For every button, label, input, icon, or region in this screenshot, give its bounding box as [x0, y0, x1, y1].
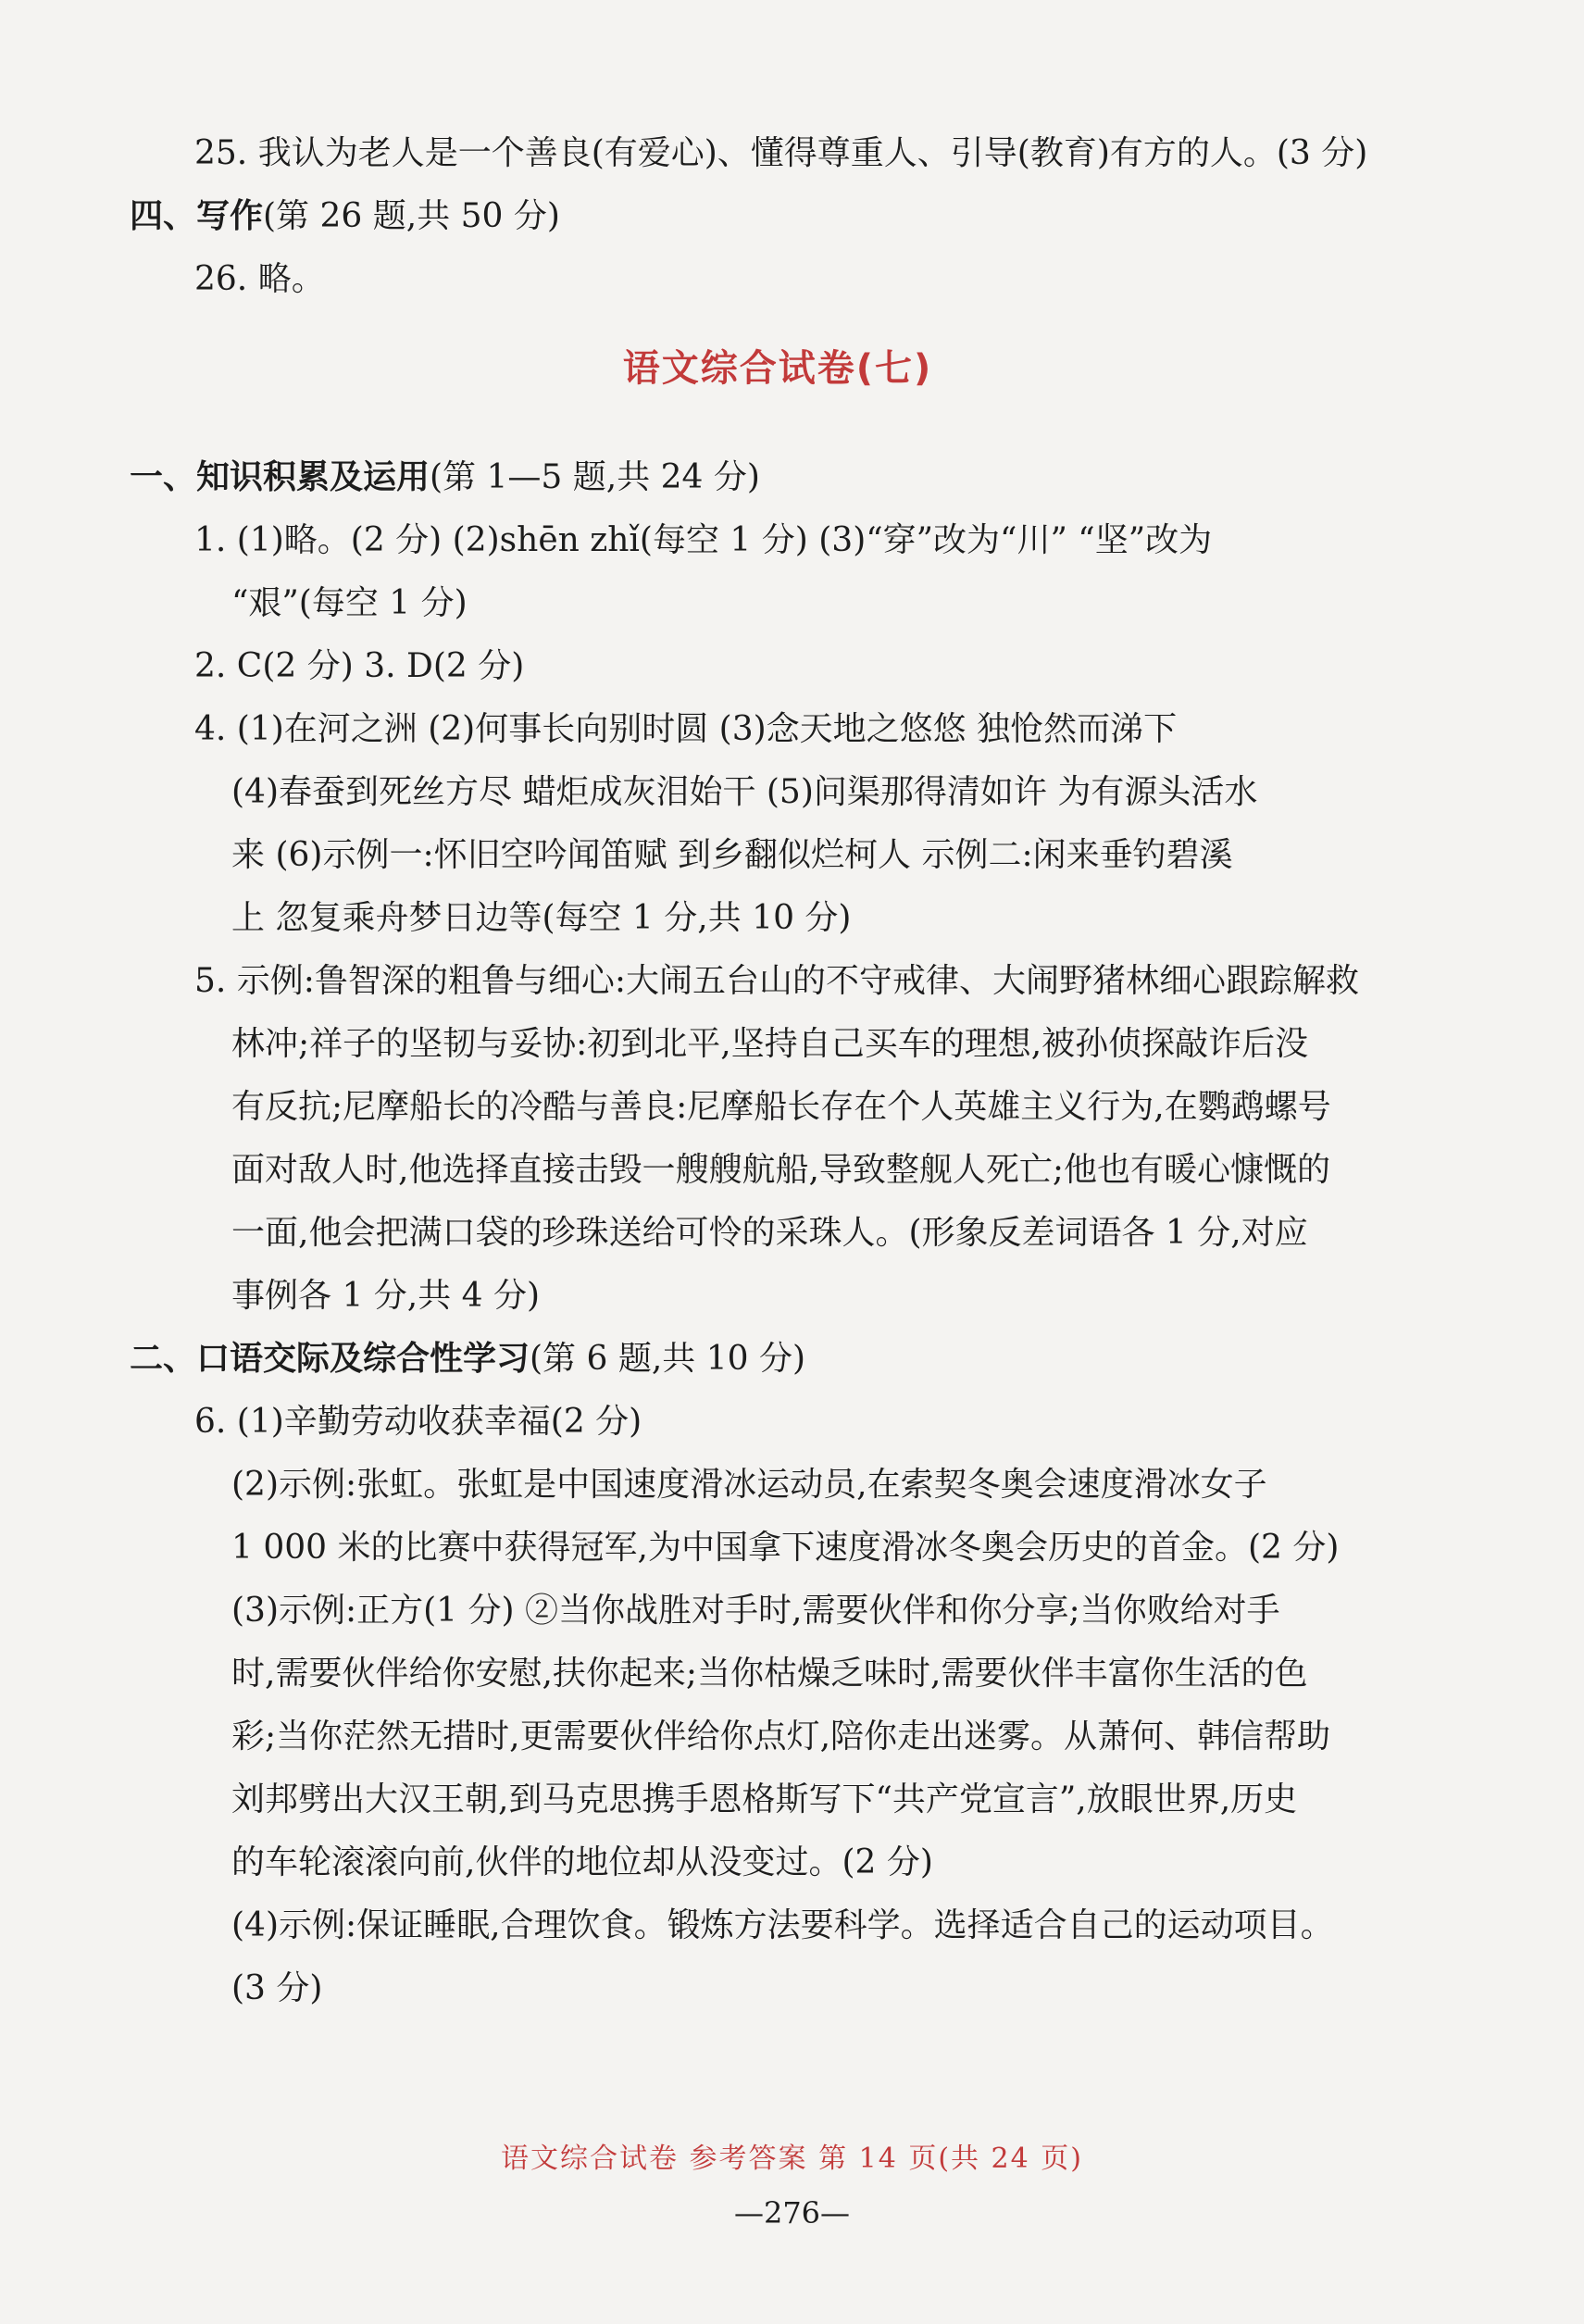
answer-6-line-5: 时,需要伙伴给你安慰,扶你起来;当你枯燥乏味时,需要伙伴丰富你生活的色: [231, 1655, 1308, 1693]
page-number: —276—: [733, 2195, 851, 2230]
section-heading-label: 二、口语交际及综合性学习: [130, 1340, 530, 1378]
answer-6-line-10: (3 分): [231, 1969, 323, 2007]
section-heading-writing: [130, 185, 1426, 248]
section-heading-note: (第 1—5 题,共 24 分): [430, 458, 760, 496]
section-heading-note: (第 6 题,共 10 分): [530, 1340, 806, 1378]
answer-1-line-1: 1. (1)略。(2 分) (2)shēn zhǐ(每空 1 分) (3)“穿”改为“川” “坚”改为: [194, 521, 1213, 559]
answer-6-line-1: 6. (1)辛勤劳动收获幸福(2 分): [194, 1403, 642, 1441]
page-footer: 语文综合试卷 参考答案 第 14 页(共 24 页): [501, 2143, 1083, 2175]
answer-6-line-6: 彩;当你茫然无措时,更需要伙伴给你点灯,陪你走出迷雾。从萧何、韩信帮助: [231, 1718, 1331, 1755]
answer-6-line-9: (4)示例:保证睡眠,合理饮食。锻炼方法要科学。选择适合自己的运动项目。: [231, 1906, 1334, 1944]
section-heading-label: 一、知识积累及运用: [130, 458, 430, 496]
answer-5-line-4: 面对敌人时,他选择直接击毁一艘艘航船,导致整舰人死亡;他也有暖心慷慨的: [231, 1151, 1331, 1189]
answer-5-line-3: 有反抗;尼摩船长的冷酷与善良:尼摩船长存在个人英雄主义行为,在鹦鹉螺号: [231, 1088, 1331, 1126]
answer-1-line-2: “艰”(每空 1 分): [231, 584, 468, 622]
answer-4-line-4: 上 忽复乘舟梦日边等(每空 1 分,共 10 分): [231, 899, 852, 937]
section-heading-note: (第 26 题,共 50 分): [263, 197, 560, 235]
answer-2-3: 2. C(2 分) 3. D(2 分): [194, 647, 525, 685]
answer-6-line-7: 刘邦劈出大汉王朝,到马克思携手恩格斯写下“共产党宣言”,放眼世界,历史: [231, 1780, 1298, 1818]
answer-5-line-6: 事例各 1 分,共 4 分): [231, 1277, 541, 1315]
page-content: [130, 122, 1426, 2020]
answer-5-line-2: 林冲;祥子的坚韧与妥协:初到北平,坚持自己买车的理想,被孙侦探敲诈后没: [231, 1025, 1309, 1063]
answer-4-line-3: 来 (6)示例一:怀旧空吟闻笛赋 到乡翻似烂柯人 示例二:闲来垂钓碧溪: [231, 836, 1233, 874]
answer-6-line-8: 的车轮滚滚向前,伙伴的地位却从没变过。(2 分): [231, 1843, 933, 1881]
answer-5-line-5: 一面,他会把满口袋的珍珠送给可怜的采珠人。(形象反差词语各 1 分,对应: [231, 1214, 1308, 1252]
exam-title: 语文综合试卷(七): [622, 347, 933, 390]
section-heading-label: 四、写作: [130, 197, 264, 235]
answer-4-line-1: 4. (1)在河之洲 (2)何事长向别时圆 (3)念天地之悠悠 独怆然而涕下: [194, 710, 1178, 748]
section-heading-oral: [130, 1328, 1426, 1391]
answer-5-line-1: 5. 示例:鲁智深的粗鲁与细心:大闹五台山的不守戒律、大闹野猪林细心跟踪解救: [194, 962, 1360, 1000]
answer-6-line-3: 1 000 米的比赛中获得冠军,为中国拿下速度滑冰冬奥会历史的首金。(2 分): [231, 1529, 1340, 1567]
answer-6-line-2: (2)示例:张虹。张虹是中国速度滑冰运动员,在索契冬奥会速度滑冰女子: [231, 1466, 1267, 1504]
answer-25: 25. 我认为老人是一个善良(有爱心)、懂得尊重人、引导(教育)有方的人。(3 分): [194, 134, 1368, 172]
answer-4-line-2: (4)春蚕到死丝方尽 蜡炬成灰泪始干 (5)问渠那得清如许 为有源头活水: [231, 773, 1258, 811]
answer-26: 26. 略。: [194, 260, 325, 298]
answer-6-line-4: (3)示例:正方(1 分) ②当你战胜对手时,需要伙伴和你分享;当你败给对手: [231, 1592, 1280, 1630]
section-heading-knowledge: [130, 446, 1426, 509]
